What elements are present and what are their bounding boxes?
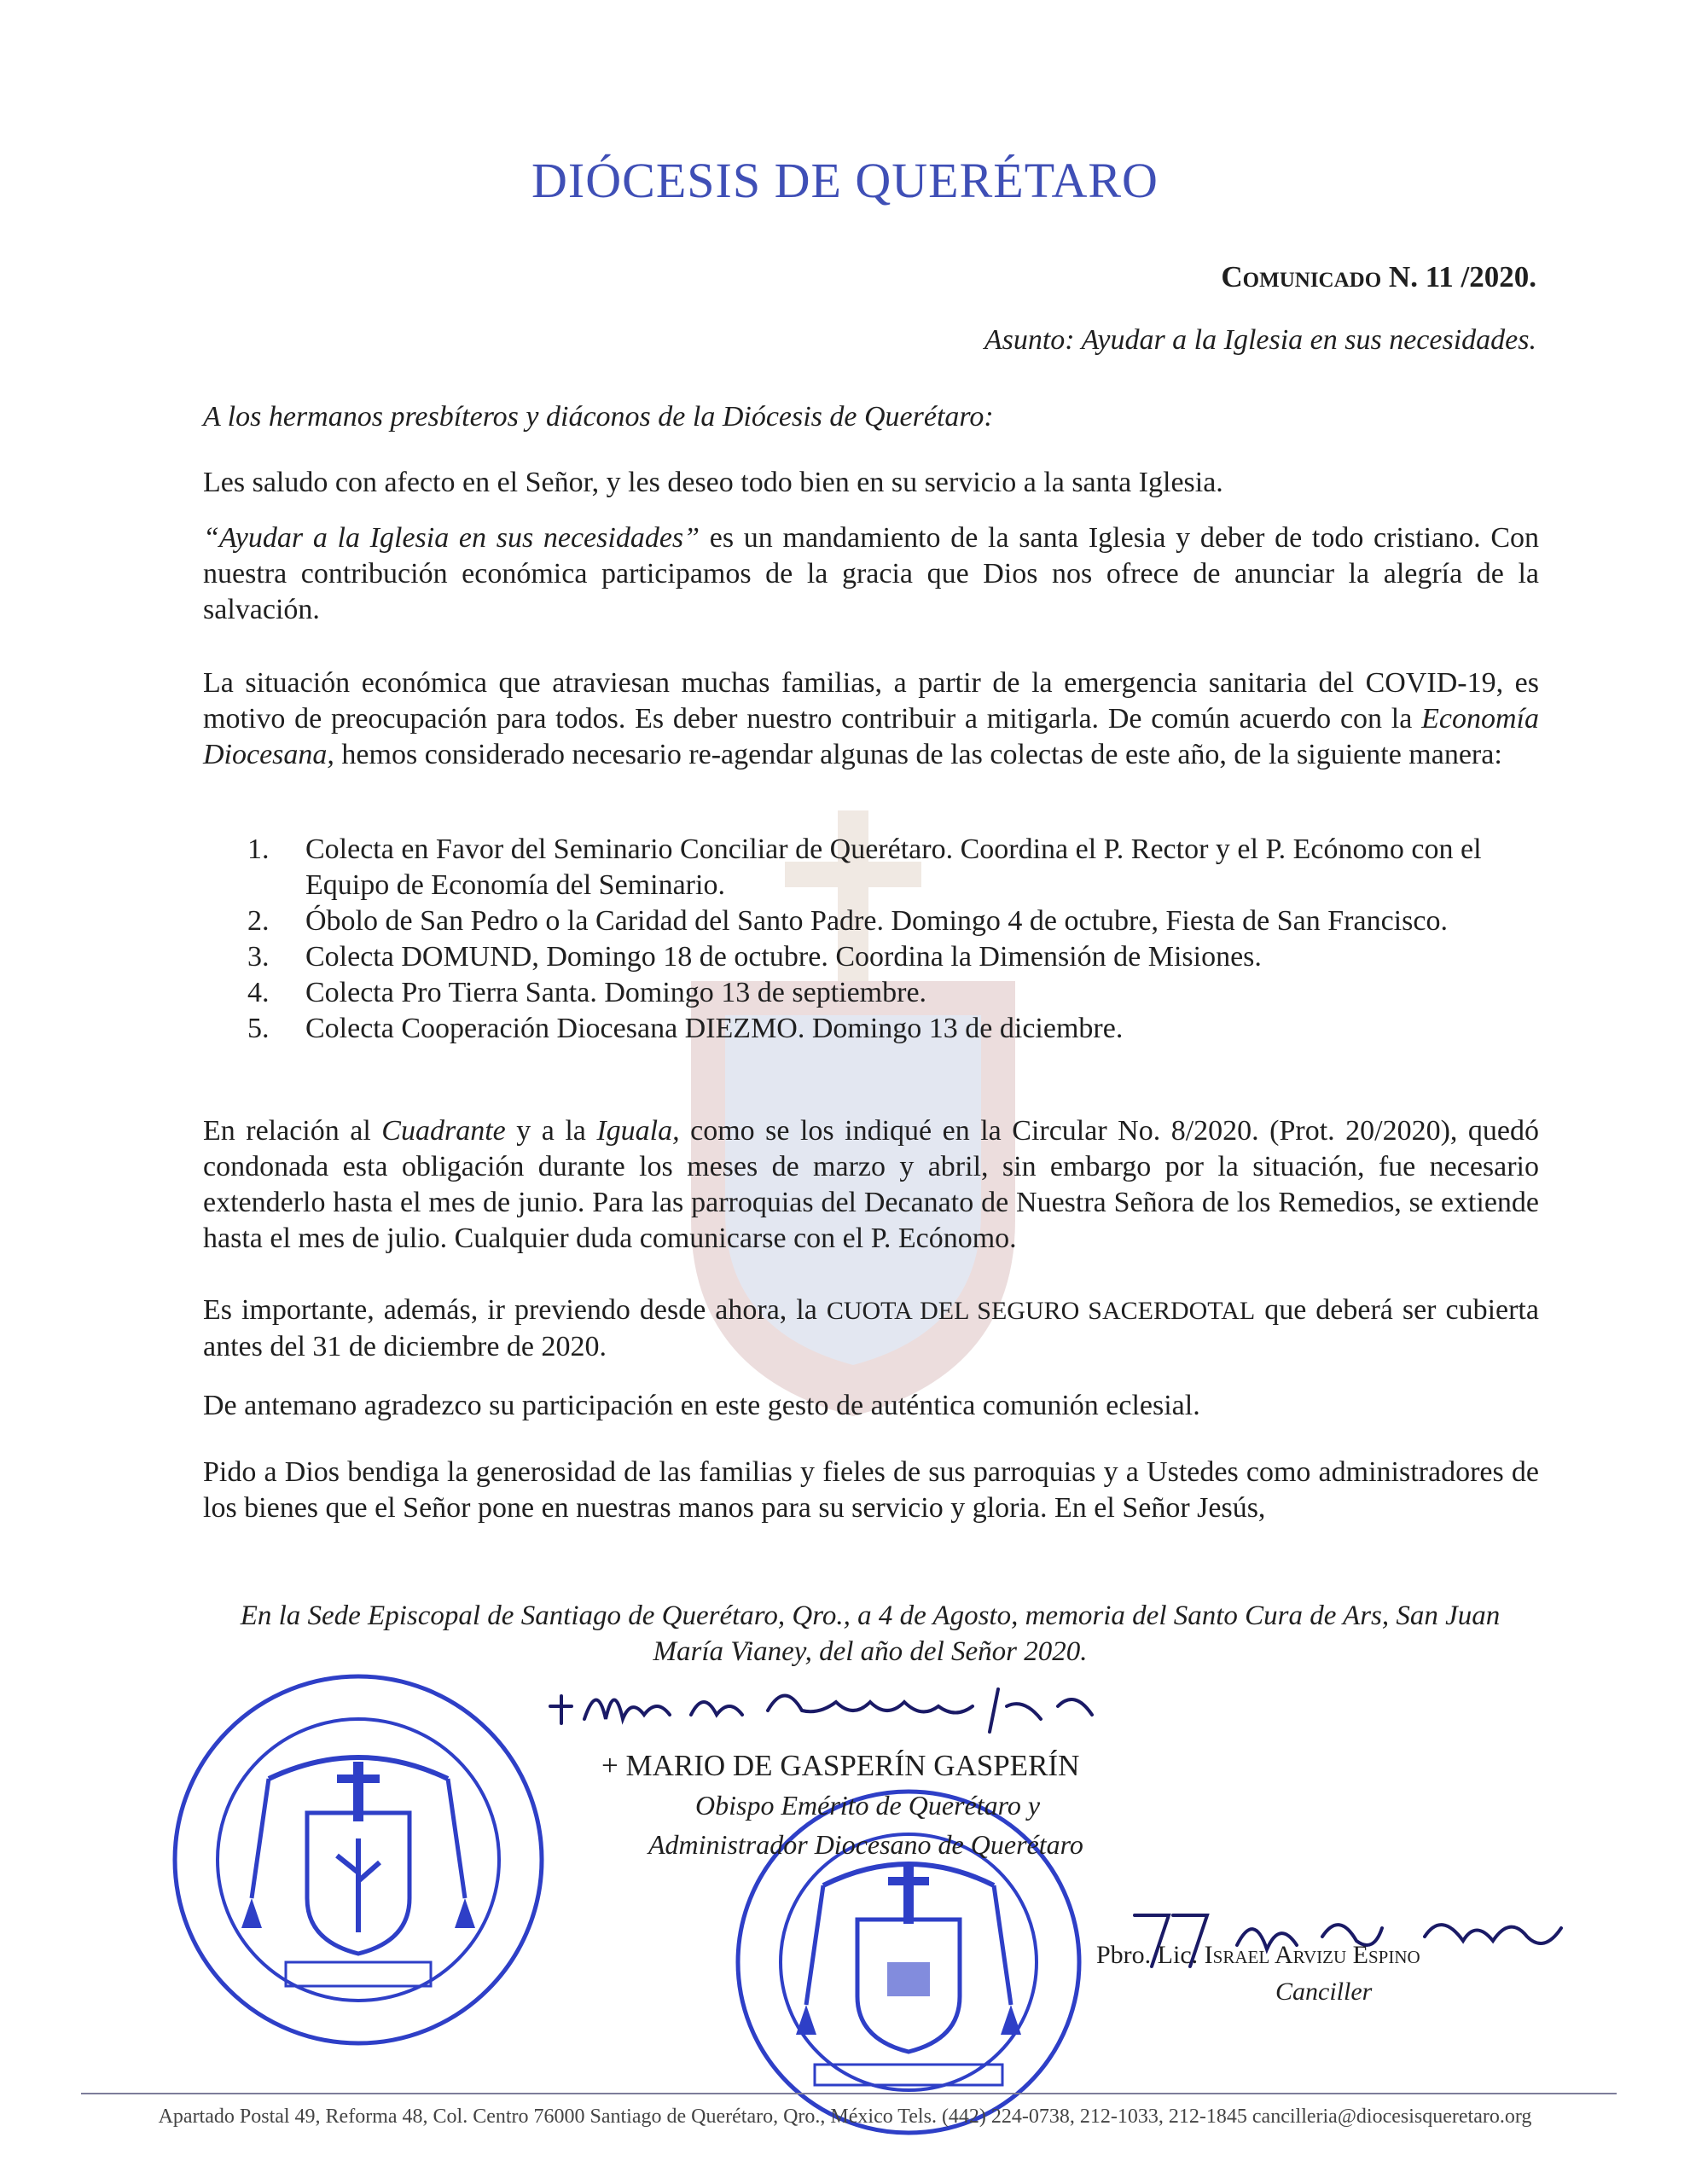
- place-date: En la Sede Episcopal de Santiago de Querétaro, Qro., a 4 de Agosto, memoria del Santo Cura de Ars, San Juan María Vianey, del año del Señor 2020.: [240, 1600, 1501, 1667]
- colectas-list: [247, 832, 1539, 1047]
- p4-iguala: Iguala,: [596, 1115, 680, 1147]
- p4-text-b: y a la: [505, 1115, 597, 1147]
- chancellor-title: Canciller: [1275, 1978, 1373, 2006]
- paragraph-mandamiento-text: es un mandamiento de la santa Iglesia y deber de todo cristiano. Con nuestra contribución económica participamos de la gracia que Dios nos ofrece de anunciar la alegría de la salvación.: [203, 522, 1539, 625]
- p4-cuadrante: Cuadrante: [381, 1115, 506, 1147]
- list-item: [247, 939, 1539, 975]
- list-item: [247, 1011, 1539, 1047]
- p3-text-b: hemos considerado necesario re-agendar algunas de las colectas de este año, de la siguiente manera:: [334, 739, 1502, 770]
- bishop-name: + MARIO DE GASPERÍN GASPERÍN: [601, 1749, 1080, 1782]
- paragraph-situacion: [203, 665, 1539, 773]
- list-item: [247, 832, 1539, 903]
- footer-address: Apartado Postal 49, Reforma 48, Col. Centro 76000 Santiago de Querétaro, Qro., México Tels. (442) 224-0738, 212-1033, 212-1845 cancilleria@diocesisqueretaro.org: [158, 2106, 1532, 2128]
- list-item-number: 5.: [247, 1013, 270, 1044]
- p4-text-c: como se los indiqué en la Circular No. 8/2020. (Prot. 20/2020), quedó condonada esta obligación durante los meses de marzo y abril, sin embargo por la situación, fue necesario extenderlo hasta el mes de junio. Para las parroquias del Decanato de Nuestra Señora de los Remedios, se extiende hasta el mes de julio. Cualquier duda comunicarse con el P. Ecónomo.: [203, 1115, 1539, 1254]
- list-item-number: 1.: [247, 834, 270, 865]
- bishop-seal: [166, 1668, 550, 2052]
- paragraph-mandamiento: [203, 520, 1539, 628]
- list-item-number: 3.: [247, 941, 270, 973]
- list-item: [247, 903, 1539, 939]
- paragraph-greeting: Les saludo con afecto en el Señor, y les deseo todo bien en su servicio a la santa Iglesia.: [203, 467, 1223, 498]
- paragraph-bendicion: Pido a Dios bendiga la generosidad de las familias y fieles de sus parroquias y a Ustedes como administradores de los bienes que el Señor pone en nuestras manos para su servicio y gloria. En el Señor Jesús,: [203, 1456, 1539, 1524]
- p4-text-a: En relación al: [203, 1115, 382, 1147]
- chancellor-full-name: Israel Arvizu Espino: [1204, 1941, 1420, 1969]
- p5-text-b: que deberá ser cubierta antes del 31 de diciembre de 2020.: [203, 1294, 1539, 1362]
- list-item-text: Colecta Pro Tierra Santa. Domingo 13 de septiembre.: [305, 977, 927, 1008]
- p5-cuota: CUOTA DEL SEGURO SACERDOTAL: [826, 1297, 1256, 1325]
- footer-divider: [81, 2093, 1617, 2094]
- list-item-text: Colecta Cooperación Diocesana DIEZMO. Domingo 13 de diciembre.: [305, 1013, 1124, 1044]
- list-item-number: 4.: [247, 977, 270, 1008]
- list-item-text: Colecta DOMUND, Domingo 18 de octubre. Coordina la Dimensión de Misiones.: [305, 941, 1262, 973]
- comunicado-label: Comunicado: [1221, 260, 1382, 293]
- quote-mandamiento: “Ayudar a la Iglesia en sus necesidades”: [203, 522, 700, 554]
- list-item-text: Óbolo de San Pedro o la Caridad del Santo Padre. Domingo 4 de octubre, Fiesta de San Francisco.: [305, 905, 1448, 937]
- bishop-title-2: Administrador Diocesano de Querétaro: [648, 1829, 1083, 1860]
- bishop-title: Obispo Emérito de Querétaro y: [695, 1790, 1041, 1821]
- chancellor-name: [1096, 1941, 1420, 1970]
- p3-economia: Economía Diocesana,: [203, 703, 1539, 770]
- paragraph-cuadrante: [203, 1113, 1539, 1257]
- list-item: [247, 975, 1539, 1011]
- diocese-title: DIÓCESIS DE QUERÉTARO: [531, 153, 1159, 208]
- paragraph-agradecimiento: De antemano agradezco su participación en este gesto de auténtica comunión eclesial.: [203, 1390, 1200, 1421]
- bishop-signature: [546, 1672, 1126, 1740]
- list-item-number: 2.: [247, 905, 270, 937]
- salutation: A los hermanos presbíteros y diáconos de la Diócesis de Querétaro:: [203, 401, 994, 433]
- paragraph-seguro: [203, 1292, 1539, 1365]
- asunto-line: Asunto: Ayudar a la Iglesia en sus necesidades.: [984, 324, 1536, 356]
- p3-text-a: La situación económica que atraviesan muchas familias, a partir de la emergencia sanitaria del COVID-19, es motivo de preocupación para todos. Es deber nuestro contribuir a mitigarla. De común acuerdo con la: [203, 667, 1539, 735]
- p5-text-a: Es importante, además, ir previendo desde ahora, la: [203, 1294, 827, 1326]
- comunicado-num: N. 11 /2020.: [1388, 260, 1536, 293]
- list-item-text: Colecta en Favor del Seminario Conciliar de Querétaro. Coordina el P. Rector y el P. Ecónomo con el Equipo de Economía del Seminario.: [305, 834, 1482, 901]
- comunicado-number: [1221, 260, 1536, 294]
- chancellor-prefix: Pbro. Lic.: [1096, 1941, 1205, 1969]
